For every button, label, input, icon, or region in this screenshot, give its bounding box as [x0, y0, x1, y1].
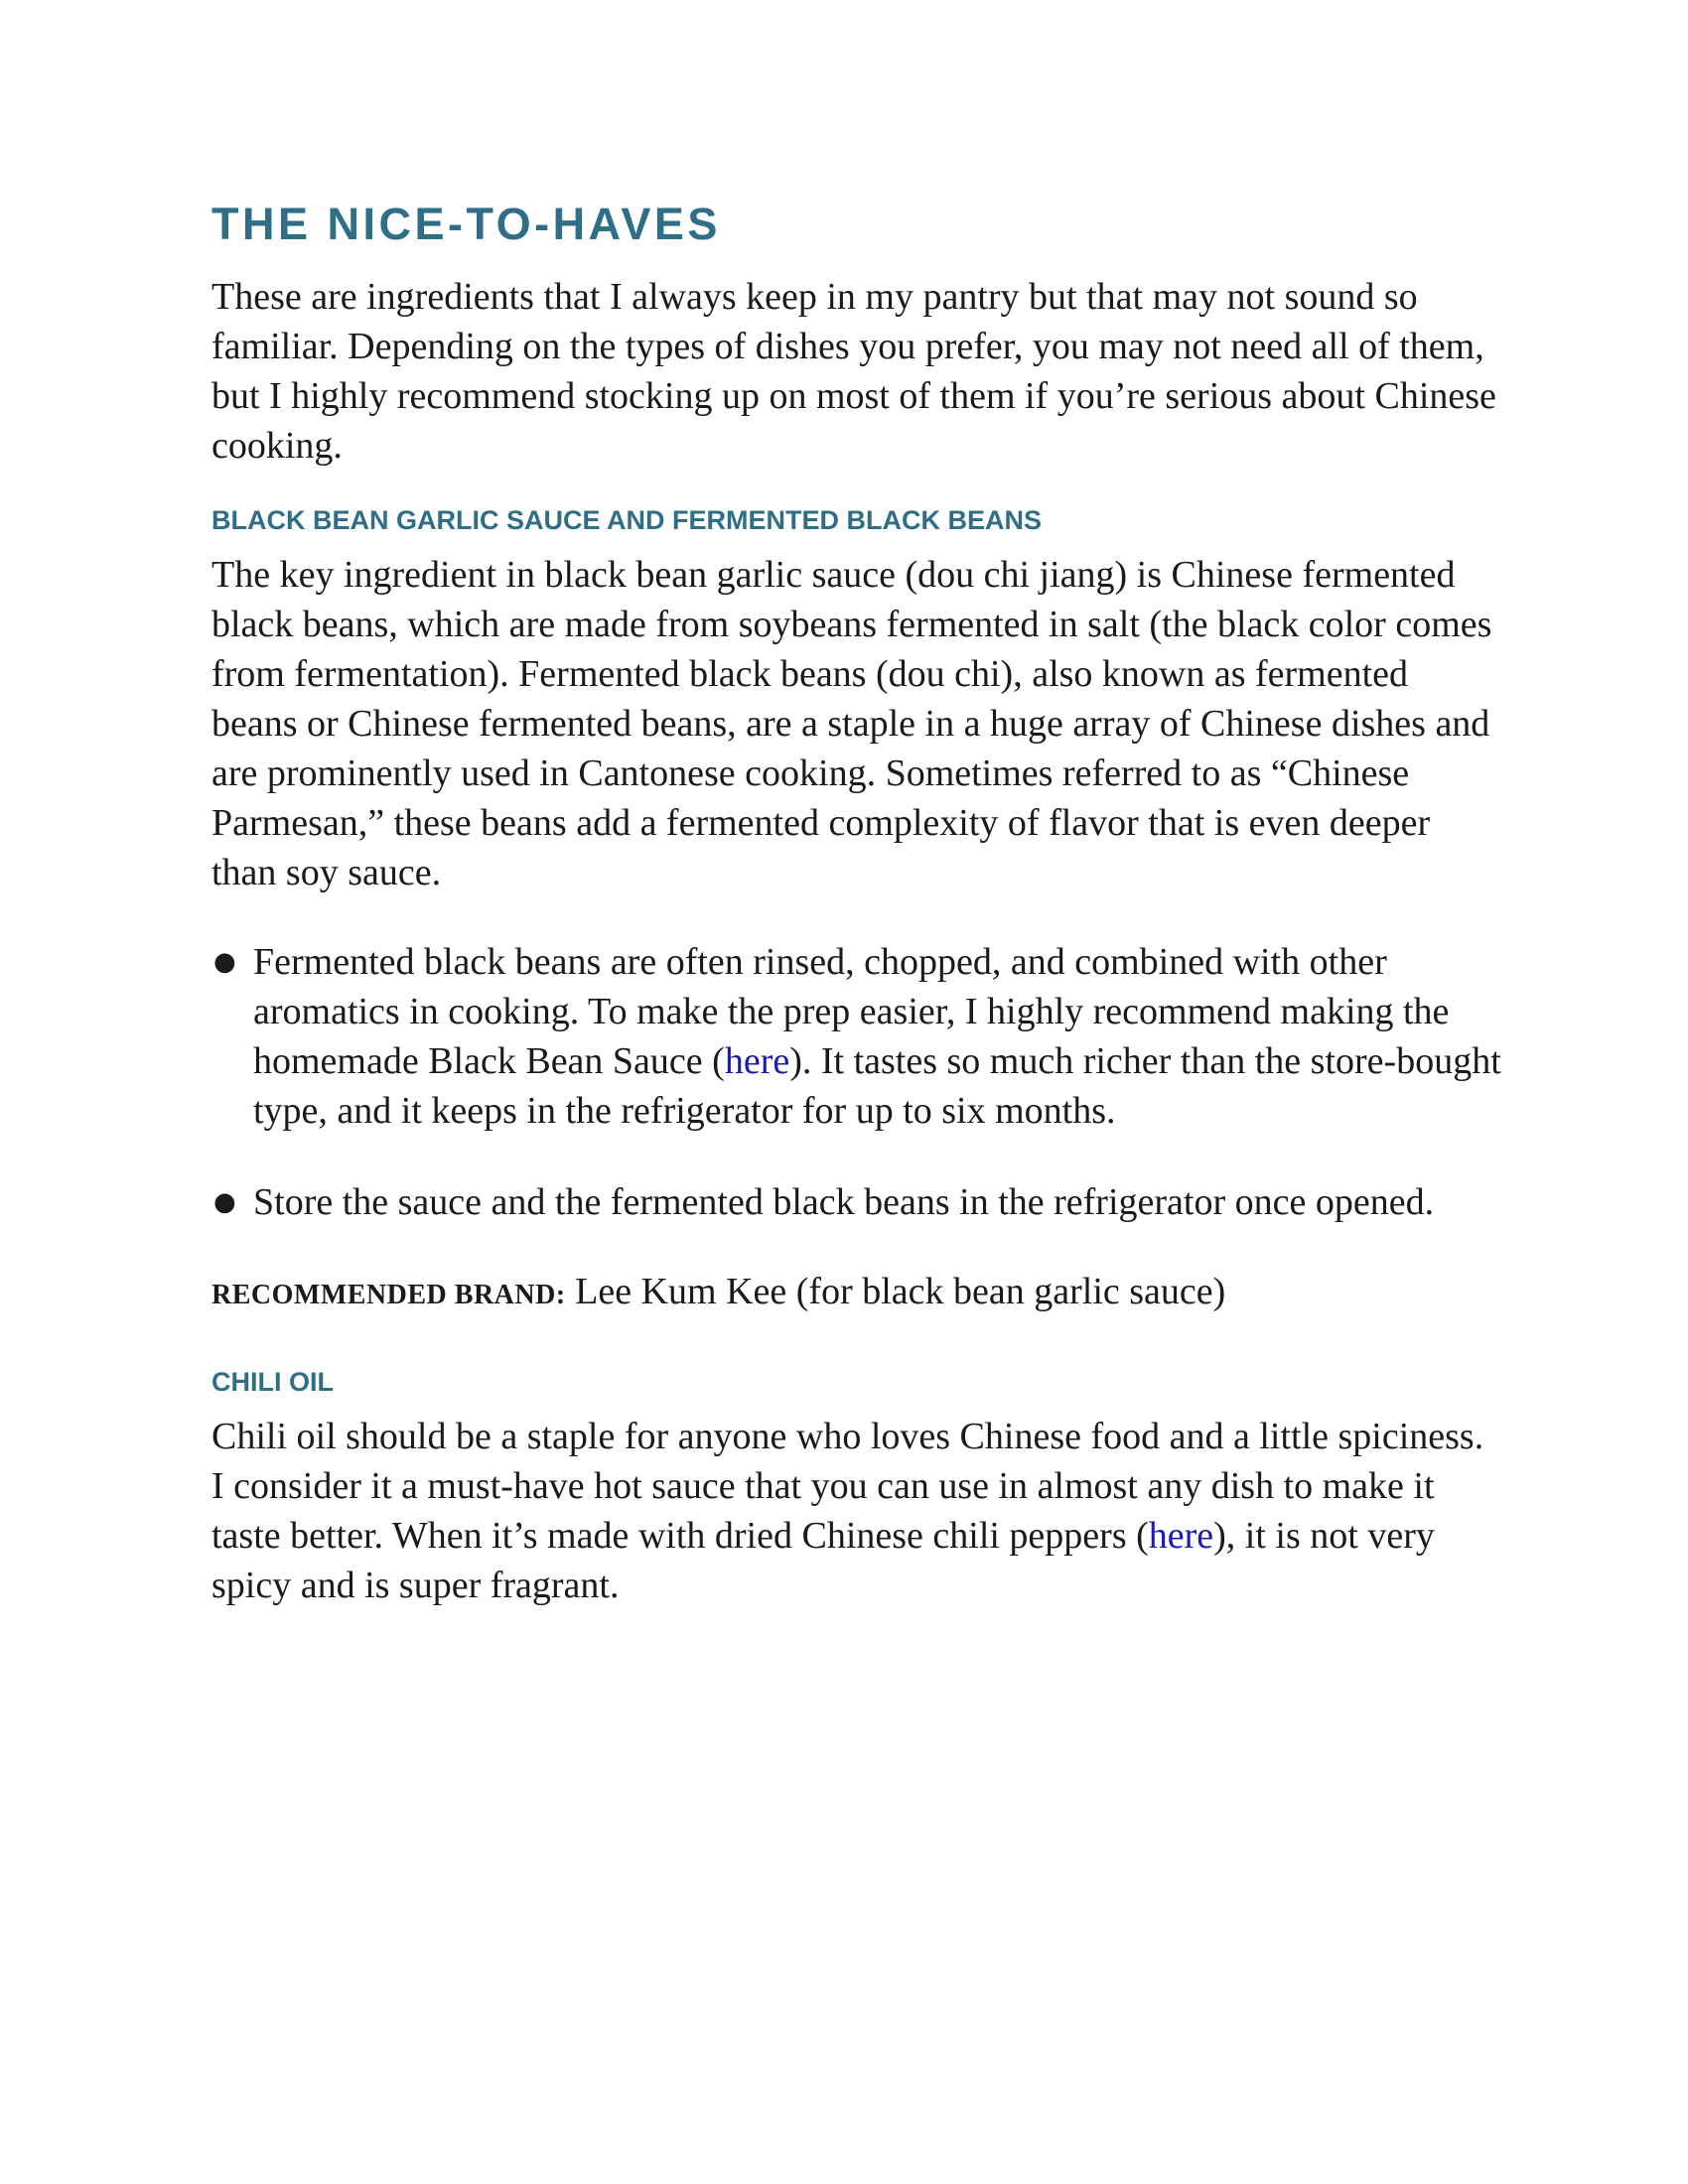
bullet-icon: ● — [213, 947, 236, 977]
recommended-brand-label: RECOMMENDED BRAND: — [211, 1280, 566, 1310]
black-bean-heading: BLACK BEAN GARLIC SAUCE AND FERMENTED BLACK BEANS — [211, 505, 1042, 535]
black-bean-paragraph: The key ingredient in black bean garlic sauce (dou chi jiang) is Chinese fermented black beans, which are made from soybeans fermented in salt (the black color comes from fermentation). Fermented black beans (dou chi), also known as fermented beans or Chinese fermented beans, are a staple in a huge array of Chinese dishes and are prominently used in Cantonese cooking. Sometimes referred to as “Chinese Parmesan,” these beans add a fermented complexity of flavor that is even deeper than soy sauce. — [211, 554, 1492, 893]
recommended-brand-value: Lee Kum Kee (for black bean garlic sauce) — [565, 1271, 1226, 1312]
chili-peppers-link[interactable]: here — [1148, 1515, 1214, 1557]
chili-oil-paragraph — [211, 1412, 1502, 1610]
bullet-text-before: Fermented black beans are often rinsed, chopped, and combined with other aromatics in cooking. To make the prep easier, I highly recommend making the homemade Black Bean Sauce ( — [253, 941, 1450, 1082]
list-item — [211, 937, 1502, 1136]
list-item — [211, 1177, 1502, 1227]
intro-paragraph: These are ingredients that I always keep in my pantry but that may not sound so familiar. Depending on the types of dishes you prefer, you may not need all of them, but I highly recommend stocking up on most of them if you’re serious about Chinese cooking. — [211, 276, 1496, 467]
chili-oil-text-after: ), it is not very spicy and is super fragrant. — [211, 1515, 1435, 1606]
document-page — [211, 195, 1502, 1610]
black-bean-bullet-list — [211, 937, 1502, 1227]
recommended-brand — [211, 1267, 1502, 1320]
chili-oil-heading: CHILI OIL — [211, 1367, 334, 1397]
bullet-text: Store the sauce and the fermented black beans in the refrigerator once opened. — [253, 1181, 1435, 1223]
bullet-icon: ● — [213, 1187, 236, 1217]
section-title: THE NICE-TO-HAVES — [211, 199, 721, 249]
bullet-text-after: ). It tastes so much richer than the store-bought type, and it keeps in the refrigerator for up to six months. — [253, 1040, 1501, 1132]
black-bean-sauce-link[interactable]: here — [724, 1040, 790, 1082]
chili-oil-text-before: Chili oil should be a staple for anyone who loves Chinese food and a little spiciness. I consider it a must-have hot sauce that you can use in almost any dish to make it taste better. When it’s made with dried Chinese chili peppers ( — [211, 1416, 1484, 1557]
